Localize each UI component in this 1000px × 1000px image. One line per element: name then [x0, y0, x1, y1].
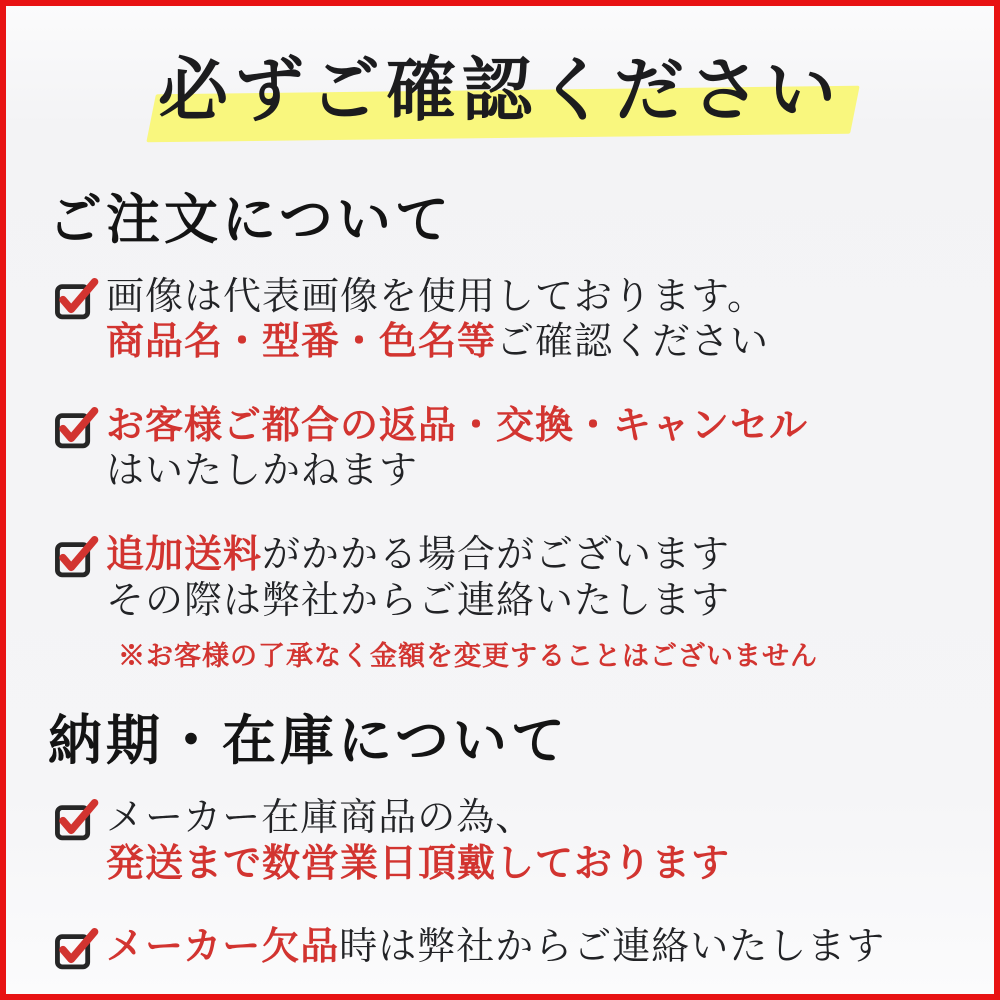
checkbox-check-icon — [54, 535, 98, 579]
checklist-item — [54, 275, 994, 366]
checkbox-check-icon — [54, 406, 98, 450]
emphasis-text: 発送まで数営業日頂戴しております — [106, 842, 731, 885]
item-text — [106, 796, 730, 887]
sections-container — [6, 192, 994, 971]
text-line — [106, 796, 730, 842]
emphasis-text: メーカー欠品 — [106, 926, 340, 969]
body-text: 時は弊社からご連絡いたします — [339, 926, 886, 969]
body-text: はいたしかねます — [106, 450, 419, 493]
checkbox-check-icon — [54, 277, 98, 321]
item-text — [106, 925, 885, 971]
emphasis-text: 商品名・型番・色名等 — [106, 321, 497, 364]
section-items — [54, 275, 994, 674]
body-text: がかかる場合がございます — [262, 534, 731, 577]
body-text: 画像は代表画像を使用しております。 — [106, 275, 766, 318]
text-line — [106, 533, 818, 579]
checkbox-check-icon — [54, 798, 98, 842]
section-heading: 納期・在庫について — [48, 711, 569, 772]
text-line — [106, 925, 885, 971]
checklist-item — [54, 404, 994, 495]
text-line — [106, 275, 769, 321]
body-text: その際は弊社からご連絡いたします — [106, 579, 731, 622]
fine-print-note: ※お客様の了承なく金額を変更することはございません — [118, 641, 818, 672]
body-text: メーカー在庫商品の為、 — [106, 796, 535, 839]
item-text — [106, 275, 769, 366]
emphasis-text: お客様ご都合の返品・交換・キャンセル — [106, 404, 809, 447]
section-0 — [6, 192, 994, 673]
section-items — [54, 796, 994, 971]
checkbox-check-icon — [54, 927, 98, 971]
section-1 — [6, 713, 994, 971]
checklist-item — [54, 533, 994, 673]
page-title: 必ずご確認ください — [158, 53, 842, 130]
item-text — [106, 404, 808, 495]
item-text — [106, 533, 818, 673]
body-text: ご確認ください — [496, 321, 770, 364]
checklist-item — [54, 925, 994, 971]
text-line — [106, 842, 730, 888]
text-line — [106, 320, 769, 366]
emphasis-text: 追加送料 — [106, 534, 263, 577]
text-line — [106, 449, 808, 495]
checklist-item — [54, 796, 994, 887]
title-banner — [6, 40, 994, 152]
section-heading: ご注文について — [48, 190, 453, 250]
text-line — [106, 579, 818, 625]
text-line — [106, 404, 808, 450]
